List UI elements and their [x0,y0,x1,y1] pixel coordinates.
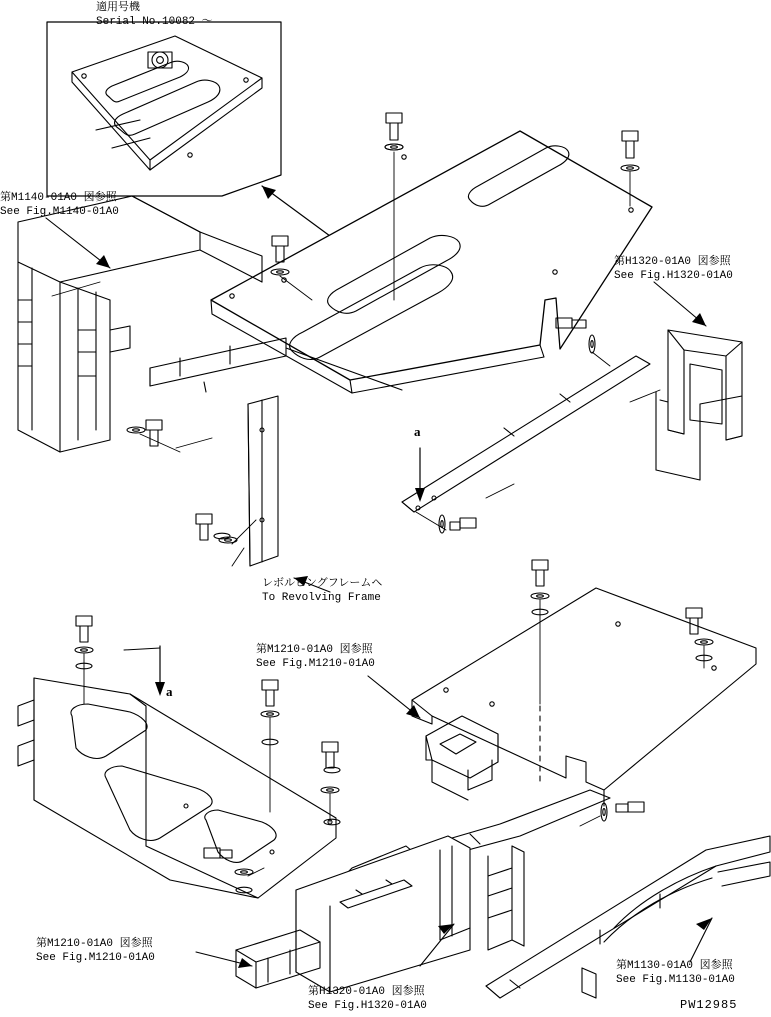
ref-revolving-frame-en: To Revolving Frame [262,592,381,604]
bolt [271,236,289,275]
upper-cross-rails [150,338,650,566]
lower-right-cover-panel [412,588,756,806]
ref-h1320-lower-en: See Fig.H1320-01A0 [308,1000,427,1012]
inset-leader-arrow [262,186,330,236]
ref-revolving-frame-jp: レボルビングフレームヘ [262,578,383,590]
callout-a-lower: a [166,684,173,699]
ref-m1210-lower-en: See Fig.M1210-01A0 [36,952,155,964]
washer [385,144,403,150]
lower-left-side-cover [18,678,336,898]
upper-right-bracket [656,330,742,480]
ref-h1320-lower-jp: 第H1320-01A0 図参照 [308,986,425,998]
inset-serial-detail [47,22,281,196]
ref-m1210-lower-jp: 第M1210-01A0 図参照 [36,938,153,950]
ref-m1140-jp: 第M1140-01A0 図参照 [0,192,117,204]
ref-m1130-en: See Fig.M1130-01A0 [616,974,735,986]
lower-center-frame [296,790,610,992]
bolt [601,802,644,821]
upper-left-frame [18,196,262,452]
bolt [439,515,476,533]
ref-m1210-upper-jp: 第M1210-01A0 図参照 [256,644,373,656]
bolt [75,616,93,653]
callout-a-upper: a [414,424,421,439]
ref-m1140-en: See Fig.M1140-01A0 [0,206,119,218]
bolt [621,131,639,171]
ref-h1320-upper-jp: 第H1320-01A0 図参照 [614,256,731,268]
drawing-part-number: PW12985 [680,998,738,1012]
bolt [261,680,279,717]
ref-m1130-jp: 第M1130-01A0 図参照 [616,960,733,972]
ref-h1320-upper-en: See Fig.H1320-01A0 [614,270,733,282]
bolt [531,560,549,599]
serial-note-en: Serial No.10082 ～ [96,16,213,28]
ref-m1210-upper-en: See Fig.M1210-01A0 [256,658,375,670]
serial-note-jp: 適用号機 [96,2,140,14]
bolt [127,420,162,446]
